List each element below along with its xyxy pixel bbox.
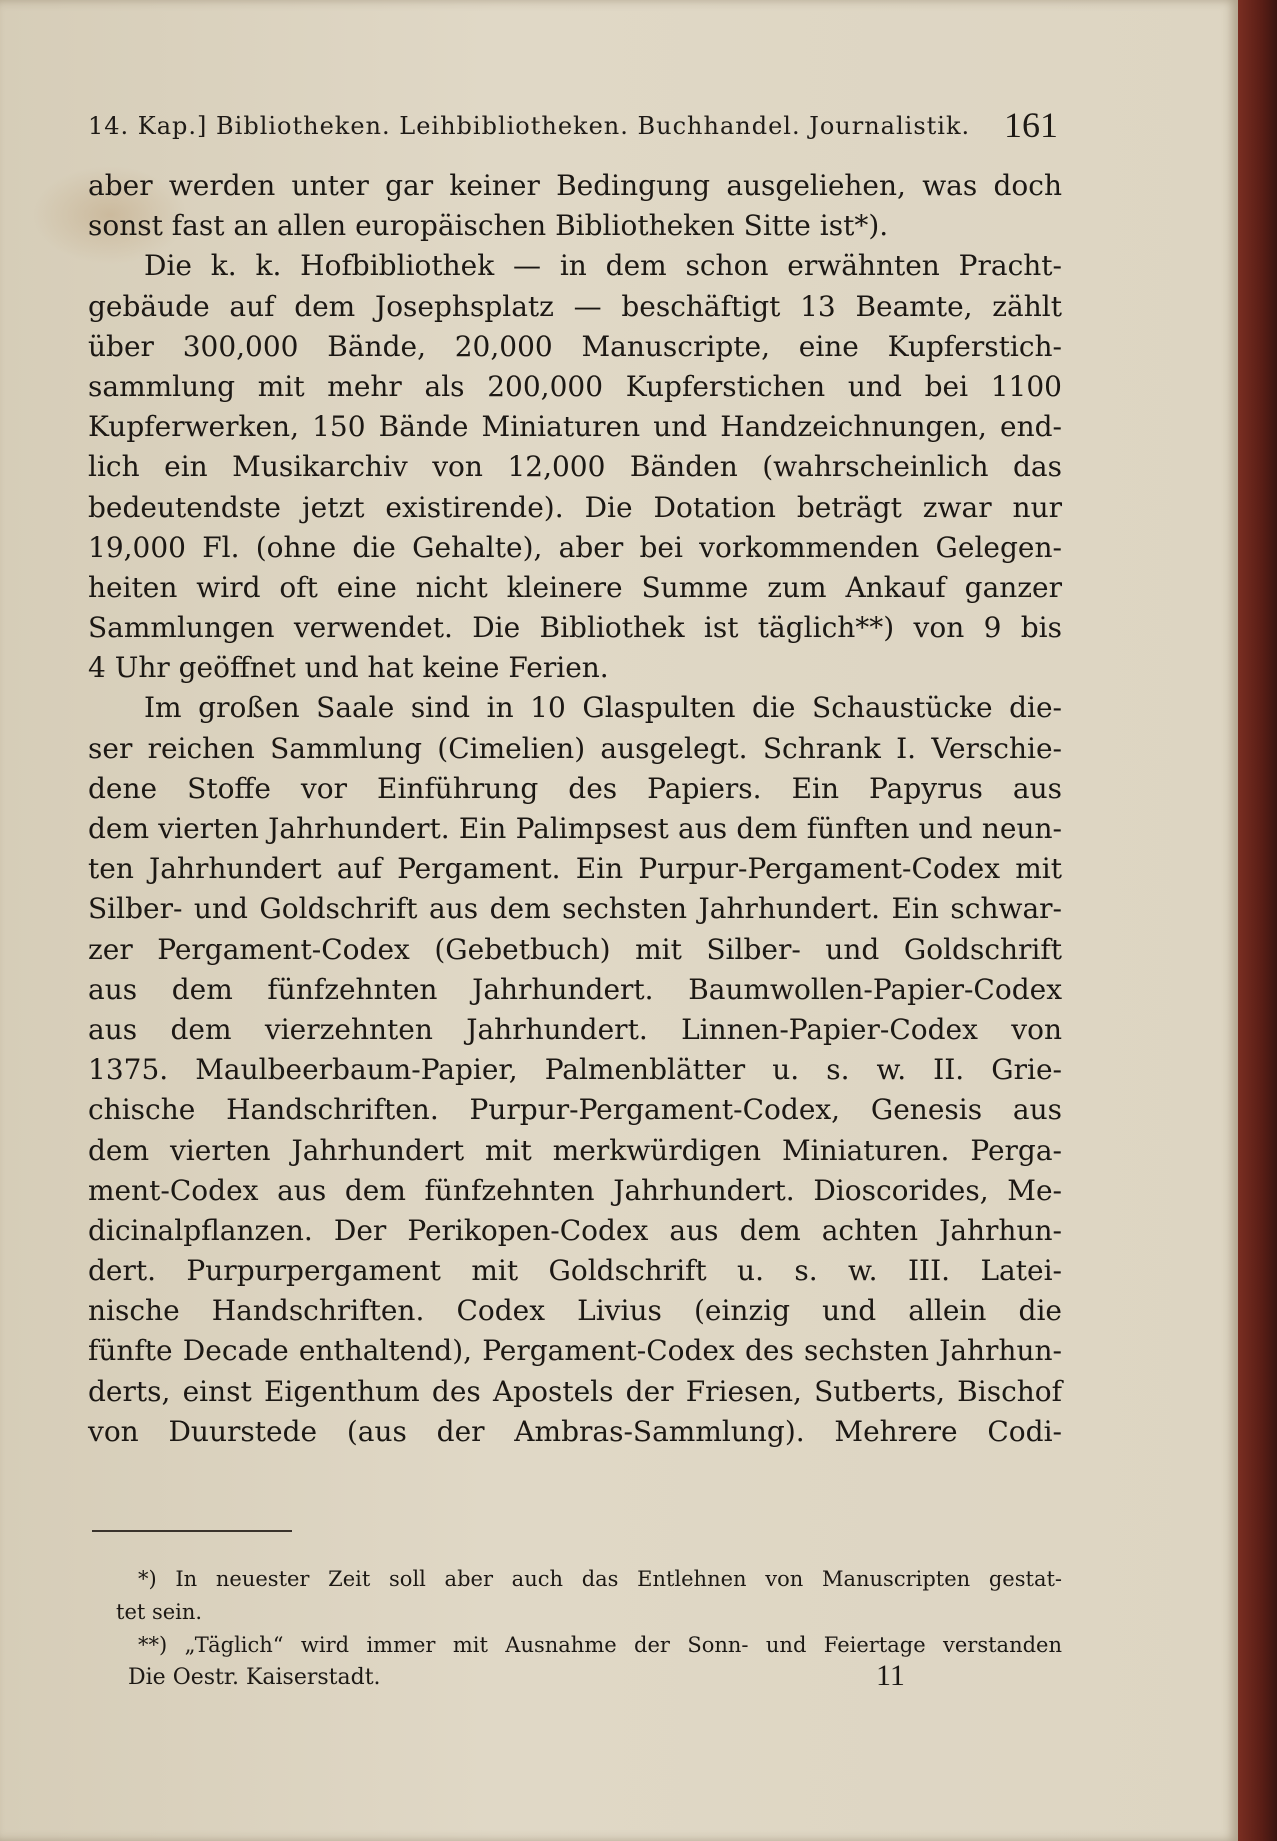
page-header — [88, 92, 1058, 148]
running-head: 14. Kap.] Bibliotheken. Leihbibliotheken. Buchhandel. Journalistik. — [88, 112, 971, 140]
text-line: dicinalpflanzen. Der Perikopen-Codex aus dem achten Jahrhun- — [88, 1213, 1062, 1247]
text-line: gebäude auf dem Josephsplatz — beschäftigt 13 Beamte, zählt — [88, 289, 1062, 323]
text-line: ten Jahrhundert auf Pergament. Ein Purpur-Pergament-Codex mit — [88, 852, 1062, 886]
text-line: Im großen Saale sind in 10 Glaspulten die Schaustücke die- — [144, 691, 1062, 725]
text-line: fünfte Decade enthaltend), Pergament-Codex des sechsten Jahrhun- — [88, 1334, 1062, 1368]
text-line: aus dem vierzehnten Jahrhundert. Linnen-Papier-Codex von — [88, 1012, 1062, 1046]
page-footer — [128, 1659, 908, 1699]
footnote-line: tet sein. — [116, 1600, 203, 1624]
text-line: ser reichen Sammlung (Cimelien) ausgelegt. Schrank I. Verschie- — [88, 731, 1062, 765]
text-line: derts, einst Eigenthum des Apostels der Friesen, Sutberts, Bischof — [88, 1374, 1062, 1408]
book-edge — [1238, 0, 1277, 1841]
signature-number: 11 — [876, 1659, 905, 1692]
text-line: 1375. Maulbeerbaum-Papier, Palmenblätter u. s. w. II. Grie- — [88, 1053, 1062, 1087]
text-line: von Duurstede (aus der Ambras-Sammlung). Mehrere Codi- — [88, 1414, 1062, 1448]
text-line: aber werden unter gar keiner Bedingung ausgeliehen, was doch — [88, 169, 1062, 202]
text-line: dert. Purpurpergament mit Goldschrift u. s. w. III. Latei- — [88, 1254, 1062, 1288]
footnote-line: *) In neuester Zeit soll aber auch das Entlehnen von Manuscripten gestat- — [138, 1567, 1062, 1591]
text-line: 4 Uhr geöffnet und hat keine Ferien. — [88, 651, 609, 685]
signature-title: Die Oestr. Kaiserstadt. — [128, 1665, 381, 1690]
footnote-line: **) „Täglich“ wird immer mit Ausnahme der Sonn- und Feiertage verstanden — [138, 1633, 1062, 1657]
text-line: heiten wird oft eine nicht kleinere Summe zum Ankauf ganzer — [88, 570, 1062, 604]
text-line: Silber- und Goldschrift aus dem sechsten Jahrhundert. Ein schwar- — [88, 892, 1062, 926]
text-line: dem vierten Jahrhundert mit merkwürdigen Miniaturen. Perga- — [88, 1133, 1062, 1167]
text-line: dem vierten Jahrhundert. Ein Palimpsest aus dem fünften und neun- — [88, 812, 1062, 845]
text-line: über 300,000 Bände, 20,000 Manuscripte, eine Kupferstich- — [88, 329, 1062, 363]
footnotes — [88, 1563, 1062, 1662]
text-line: sammlung mit mehr als 200,000 Kupferstichen und bei 1100 — [88, 369, 1062, 403]
footnote-divider — [92, 1530, 292, 1532]
text-line: sonst fast an allen europäischen Bibliotheken Sitte ist*). — [88, 209, 889, 243]
text-line: chische Handschriften. Purpur-Pergament-Codex, Genesis aus — [88, 1093, 1062, 1127]
text-line: zer Pergament-Codex (Gebetbuch) mit Silber- und Goldschrift — [88, 932, 1062, 966]
text-line: Die k. k. Hofbibliothek — in dem schon erwähnten Pracht- — [144, 249, 1062, 283]
text-line: aus dem fünfzehnten Jahrhundert. Baumwollen-Papier-Codex — [88, 972, 1062, 1006]
text-line: 19,000 Fl. (ohne die Gehalte), aber bei vorkommenden Gelegen- — [88, 530, 1062, 564]
text-line: Sammlungen verwendet. Die Bibliothek ist täglich**) von 9 bis — [88, 611, 1062, 645]
page-number: 161 — [1004, 105, 1058, 145]
text-line: ment-Codex aus dem fünfzehnten Jahrhundert. Dioscorides, Me- — [88, 1173, 1062, 1207]
text-line: dene Stoffe vor Einführung des Papiers. Ein Papyrus aus — [88, 771, 1062, 805]
text-line: bedeutendste jetzt existirende). Die Dotation beträgt zwar nur — [88, 490, 1062, 524]
body-text — [88, 166, 1062, 1452]
text-line: Kupferwerken, 150 Bände Miniaturen und Handzeichnungen, end- — [88, 410, 1062, 444]
text-line: lich ein Musikarchiv von 12,000 Bänden (wahrscheinlich das — [88, 450, 1062, 484]
text-line: nische Handschriften. Codex Livius (einzig und allein die — [88, 1294, 1062, 1328]
